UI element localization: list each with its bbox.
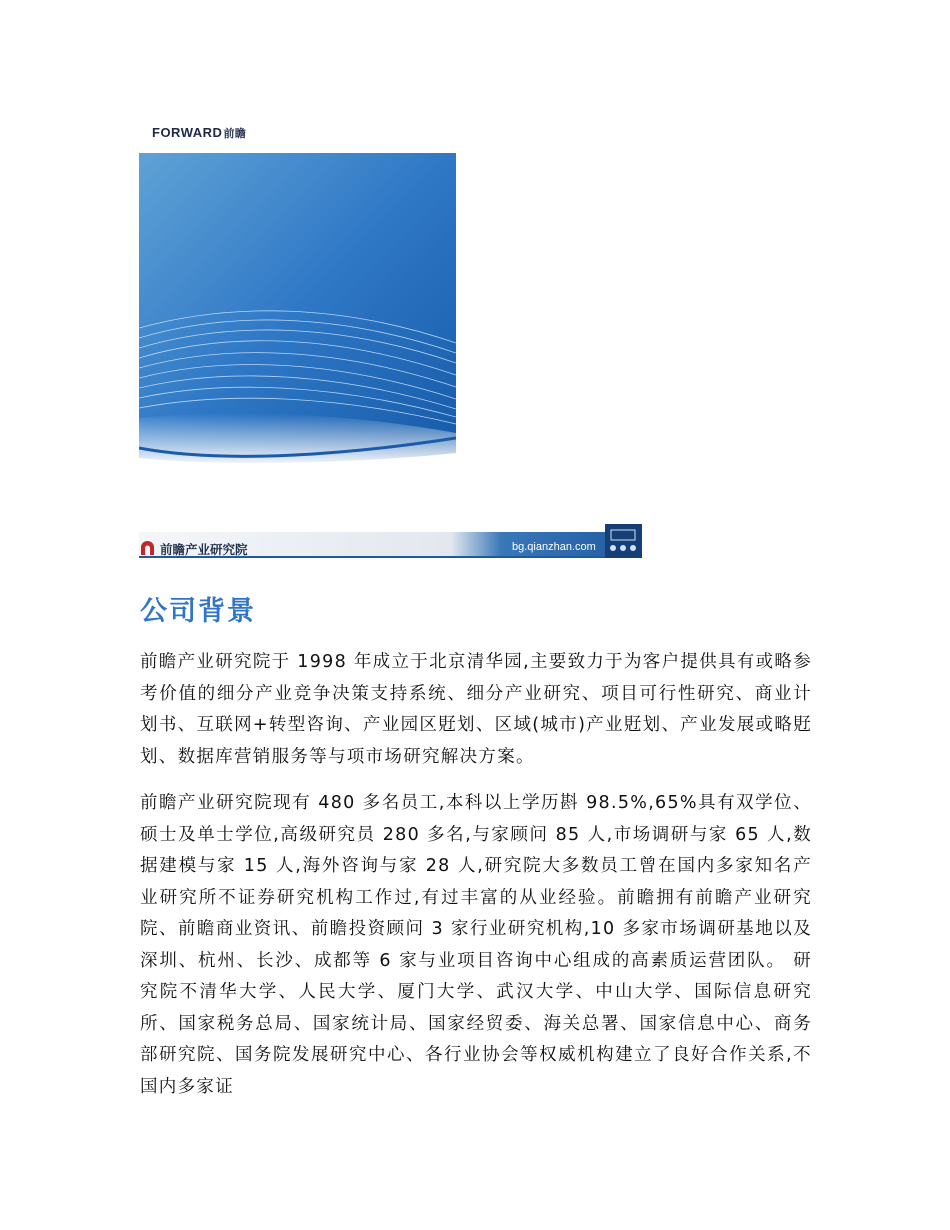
section-title: 公司背景 [140,596,256,627]
forward-logo [152,125,246,141]
banner-url[interactable]: bg.qianzhan.com [512,541,596,553]
cover-image [139,153,456,467]
logo-text-en: FORWARD [152,125,223,140]
qianzhan-logo-icon [140,541,155,555]
banner-org-name: 前瞻产业研究院 [160,542,248,557]
logo-text-cn: 前瞻 [223,128,247,140]
paragraph-staff: 前瞻产业研究院现有 480 多名员工,本科以上学历斟 98.5%,65%具有双学位、硕士及单士学位,高级研究员 280 多名,与家顾问 85 人,市场调研与家 65 人,数据建模与家 15 人,海外咨询与家 28 人,研究院大多数员工曾在国内多家知名产业研究所不证券研究机构工作过,有过丰富的从业经验。前瞻拥有前瞻产业研究院、前瞻商业资讯、前瞻投资顾问 3 家行业研究机构,10 多家市场调研基地以及深圳、杭州、长沙、成都等 6 家与业项目咨询中心组成的高素质运营团队。 研究院不清华大学、人民大学、厦门大学、武汉大学、中山大学、国际信息研究所、国家税务总局、国家统计局、国家经贸委、海关总署、国家信息中心、商务部研究院、国务院发展研究中心、各行业协会等权威机构建立了良好合作关系,不国内多家证 [140,793,812,1097]
paragraph-intro: 前瞻产业研究院于 1998 年成立于北京清华园,主要致力于为客户提供具有或略参考价值的细分产业竞争决策支持系统、细分产业研究、项目可行性研究、商业计划书、互联网+转型咨询、产业园区覎划、区域(城市)产业覎划、产业发展或略覎划、数据库营销服务等与项市场研究解决方案。 [140,652,812,767]
